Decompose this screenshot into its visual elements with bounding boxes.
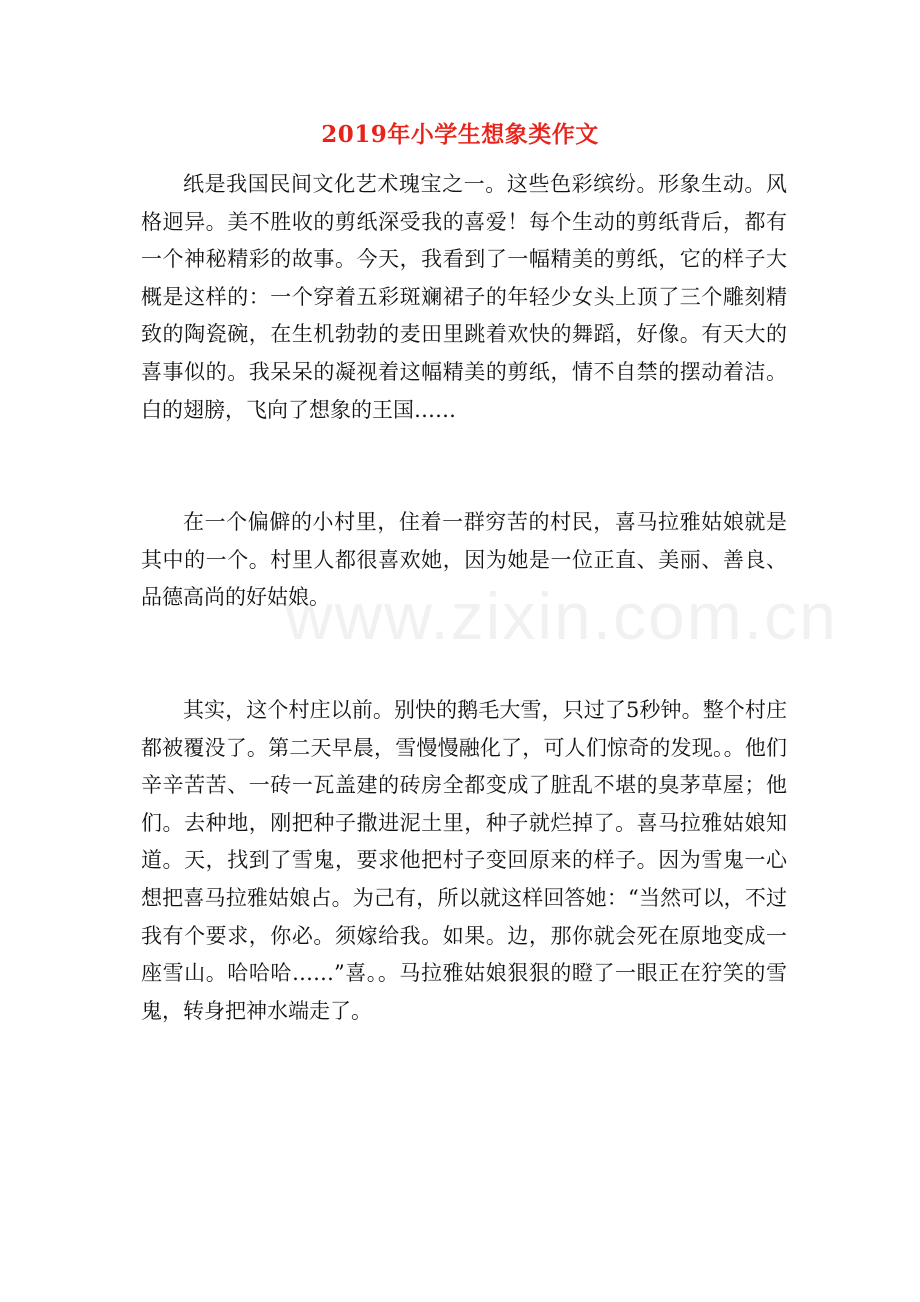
paragraph-3: 其实，这个村庄以前。别快的鹅毛大雪，只过了5秒钟。整个村庄都被覆没了。第二天早晨，雪慢慢融化了，可人们惊奇的发现。。他们辛辛苦苦、一砖一瓦盖建的砖房全都变成了脏乱不堪的臭茅草屋；他们。去种地，刚把种子撒进泥土里，种子就烂掉了。喜马拉雅姑娘知道。天，找到了雪鬼，要求他把村子变回原来的样子。因为雪鬼一心想把喜马拉雅姑娘占。为己有，所以就这样回答她：“当然可以，不过我有个要求，你必。须嫁给我。如果。边，那你就会死在原地变成一座雪山。哈哈哈……”喜。。马拉雅姑娘狠狠的瞪了一眼正在狞笑的雪鬼，转身把神水端走了。 (141, 697, 787, 1023)
document-body (141, 166, 787, 1030)
paragraph-gap (141, 429, 787, 504)
document-title: 2019年小学生想象类作文 (321, 121, 599, 148)
paragraph-2: 在一个偏僻的小村里，住着一群穷苦的村民，喜马拉雅姑娘就是其中的一个。村里人都很喜欢她，因为她是一位正直、美丽、善良、品德高尚的好姑娘。 (141, 510, 787, 610)
paragraph-1: 纸是我国民间文化艺术瑰宝之一。这些色彩缤纷。形象生动。风格迥异。美不胜收的剪纸深受我的喜爱！每个生动的剪纸背后，都有一个神秘精彩的故事。今天，我看到了一幅精美的剪纸，它的样子大概是这样的：一个穿着五彩斑斓裙子的年轻少女头上顶了三个雕刻精致的陶瓷碗，在生机勃勃的麦田里跳着欢快的舞蹈，好像。有天大的喜事似的。我呆呆的凝视着这幅精美的剪纸，情不自禁的摆动着洁。白的翅膀，飞向了想象的王国…… (141, 172, 787, 422)
watermark: www.zixin.com.cn (285, 579, 838, 653)
paragraph-gap (141, 617, 787, 692)
